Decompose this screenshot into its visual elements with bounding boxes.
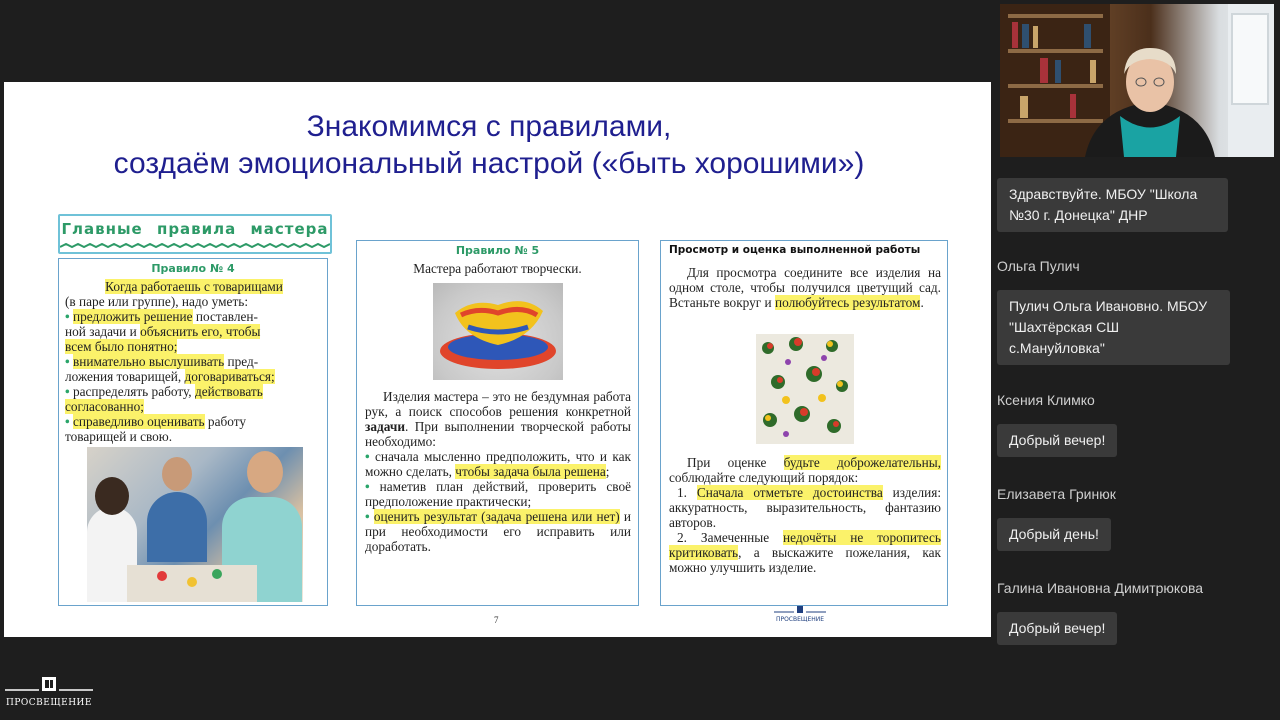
rule4-b4-rest: работу — [204, 414, 246, 429]
rule5-p1-bold: задачи — [365, 419, 405, 434]
chat-message — [997, 580, 1267, 645]
bullet-icon: • — [65, 384, 70, 399]
slide-publisher-logo — [772, 606, 828, 623]
chat-bubble: Здравствуйте. МБОУ "Школа №30 г. Донецка" ДНР — [997, 178, 1228, 232]
slide-title-line1: Знакомимся с правилами, — [306, 110, 672, 143]
bullet-icon: • — [65, 354, 70, 369]
presentation-slide — [4, 82, 991, 637]
review-p1 — [669, 265, 941, 310]
rule5-text — [365, 389, 631, 554]
chat-bubble: Добрый вечер! — [997, 424, 1117, 457]
rule5-b1: сначала мысленно предположить, что и как можно сделать, — [365, 449, 631, 479]
review-p2: При оценке — [687, 455, 784, 470]
rule4-b3-l2hl: согласованно; — [65, 399, 144, 414]
rule5-p1: Изделия мастера – это не бездумная работа рук, а поиск способов решения конкретной — [365, 389, 631, 419]
rule4-intro-b: (в паре или группе), надо уметь: — [65, 294, 249, 309]
rule4-b4-hl: справедливо оценивать — [72, 414, 205, 429]
rule4-heading: Правило № 4 — [151, 262, 235, 275]
rule4-b1-hl: предложить решение — [72, 309, 193, 324]
bullet-icon: • — [365, 509, 370, 524]
review-p1-hl: полюбуйтесь результатом — [775, 295, 921, 310]
review-i2: 2. Замеченные — [677, 530, 784, 545]
chat-bubble: Пулич Ольга Ивановно. МБОУ "Шахтёрская СШ с.Мануйловка" — [997, 290, 1230, 365]
bullet-icon: • — [65, 414, 70, 429]
rule4-b1-l2: ной задачи и — [65, 324, 141, 339]
chat-bubble: Добрый день! — [997, 518, 1111, 551]
bullet-icon: • — [65, 309, 70, 324]
review-i2-end: , а выскажите пожелания, как можно улучшить изделие. — [669, 545, 941, 575]
chat-message — [997, 392, 1267, 457]
chat-author: Елизавета Гринюк — [997, 486, 1116, 502]
chat-author: Ольга Пулич — [997, 258, 1080, 274]
chat-message — [997, 258, 1267, 365]
review-p2-end: соблюдайте следующий порядок: — [669, 470, 859, 485]
publisher-logo — [3, 676, 95, 708]
rule5-b2: наметив план действий, проверить своё предположение практически; — [365, 479, 631, 509]
rule4-b2-l2: ложения товарищей, — [65, 369, 185, 384]
speaker-video-frame — [1000, 4, 1274, 157]
review-p1-text: Для просмотра соедините все изделия на одном столе, чтобы получился цветущий сад. Встаньте вокруг и — [669, 265, 941, 310]
review-i1-num: 1. — [677, 485, 697, 500]
chat-author: Галина Ивановна Димитрюкова — [997, 580, 1204, 596]
bullet-icon: • — [365, 479, 370, 494]
rule4-b2-l2hl: договариваться; — [184, 369, 275, 384]
page-number: 7 — [494, 615, 499, 625]
rule4-card — [58, 258, 328, 606]
slide-publisher-name: ПРОСВЕЩЕНИЕ — [775, 616, 825, 623]
review-i1-hl: Сначала отметьте достоинства — [696, 485, 883, 500]
rule5-card — [356, 240, 639, 606]
rule5-b3-hl: оценить результат (задача решена или нет) — [373, 509, 620, 524]
rule4-b3: распределять работу, — [72, 384, 195, 399]
rules-banner-text: Главные правила мастера — [61, 220, 329, 238]
speaker-video — [1000, 4, 1274, 157]
chat-message — [997, 486, 1267, 551]
chat-bubble: Добрый вечер! — [997, 612, 1117, 645]
review-heading: Просмотр и оценка выполненной работы — [669, 244, 921, 256]
children-working-photo — [87, 447, 303, 602]
rule5-lead: Мастера работают творчески. — [413, 261, 582, 276]
rule4-b1-l2hl: объяснить его, чтобы — [140, 324, 261, 339]
rule4-text — [65, 279, 323, 444]
rule4-b1-rest: поставлен- — [192, 309, 258, 324]
review-i1-end: изделия: аккуратность, выразительность, фантазию авторов. — [669, 485, 942, 530]
clay-bowl-photo — [433, 283, 563, 380]
review-p1-end: . — [920, 295, 924, 310]
publisher-emblem-icon — [3, 676, 95, 692]
rule4-b1-l3hl: всем было понятно; — [65, 339, 178, 354]
rule5-p1-end: . При выполнении творческой работы необходимо: — [365, 419, 631, 449]
rule5-b1-end: ; — [605, 464, 610, 479]
rule4-b3-hl: действовать — [194, 384, 263, 399]
rule5-heading: Правило № 5 — [455, 244, 540, 257]
publisher-emblem-icon — [772, 606, 828, 614]
rule4-b2-hl: внимательно выслушивать — [72, 354, 225, 369]
review-list — [669, 455, 941, 575]
rule5-b3-end: и при необходимости его исправить или доработать. — [365, 509, 631, 554]
rules-banner — [58, 214, 332, 254]
chat-author: Ксения Климко — [997, 392, 1095, 408]
rule4-b2-rest: пред- — [224, 354, 259, 369]
review-i2-hl: недочёты не торопитесь критиковать — [669, 530, 941, 560]
slide-title-line2: создаём эмоциональный настрой («быть хорошими») — [113, 147, 865, 180]
review-card — [660, 240, 948, 606]
rule5-b1-hl: чтобы задача была решена — [455, 464, 606, 479]
chat-message — [997, 178, 1267, 232]
bullet-icon: • — [365, 449, 370, 464]
publisher-name: ПРОСВЕЩЕНИЕ — [6, 698, 92, 708]
clay-flowers-photo — [756, 334, 854, 444]
review-p2-hl: будьте доброжелательны, — [783, 455, 941, 470]
rule4-intro-hl: Когда работаешь с товарищами — [105, 279, 283, 294]
rule4-b4-l2: товарищей и свою. — [65, 429, 173, 444]
wave-decoration — [60, 243, 330, 251]
